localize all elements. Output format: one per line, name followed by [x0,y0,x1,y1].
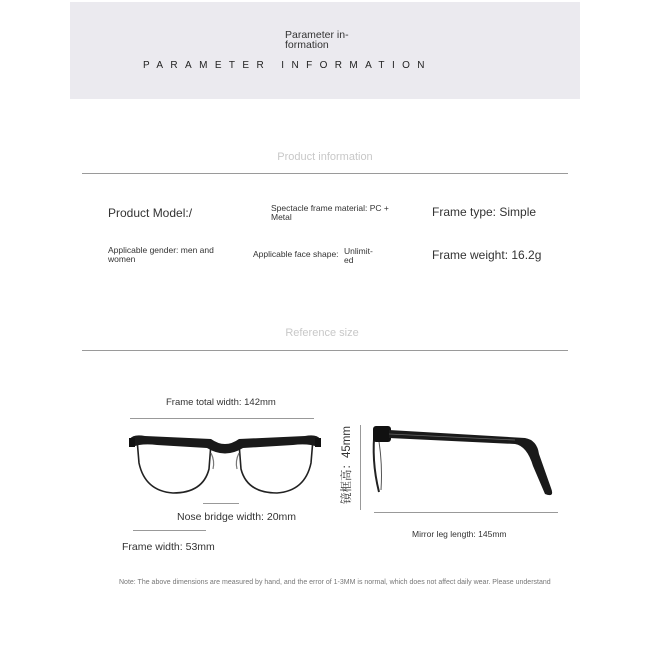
frame-material: Spectacle frame material: PC + Metal [271,203,389,222]
leg-length-line [374,512,558,513]
frame-width-label: Frame width: 53mm [122,541,215,553]
frame-type: Frame type: Simple [432,205,537,219]
lens-height-label-wrap [336,420,356,512]
nose-bridge-label: Nose bridge width: 20mm [177,511,297,523]
product-section-title: Product information [277,151,373,163]
glasses-side-view [365,420,560,505]
leg-length-label: Mirror leg length: 145mm [412,529,507,539]
size-section-title: Reference size [285,327,359,339]
total-width-line [130,418,314,419]
header-title-cn: Parameter in- formation [285,29,349,51]
face-shape-value: Unlimit- ed [344,246,373,265]
product-section-divider [82,173,568,174]
lens-height-label: 镜框高：45mm [341,426,353,504]
lens-height-line [360,425,361,510]
frame-width-line [133,530,206,531]
nose-bridge-line [203,503,239,504]
product-model: Product Model:/ [108,206,193,220]
face-shape-label: Applicable face shape: [253,249,339,259]
glasses-front-view [125,425,325,505]
applicable-gender: Applicable gender: men and women [108,245,214,264]
footnote: Note: The above dimensions are measured by hand, and the error of 1-3MM is normal, which does not affect daily wear. Please understand [119,579,551,586]
header-title-en: PARAMETER INFORMATION [143,60,432,71]
size-section-divider [82,350,568,351]
frame-weight: Frame weight: 16.2g [432,248,542,262]
total-width-label: Frame total width: 142mm [166,397,276,408]
